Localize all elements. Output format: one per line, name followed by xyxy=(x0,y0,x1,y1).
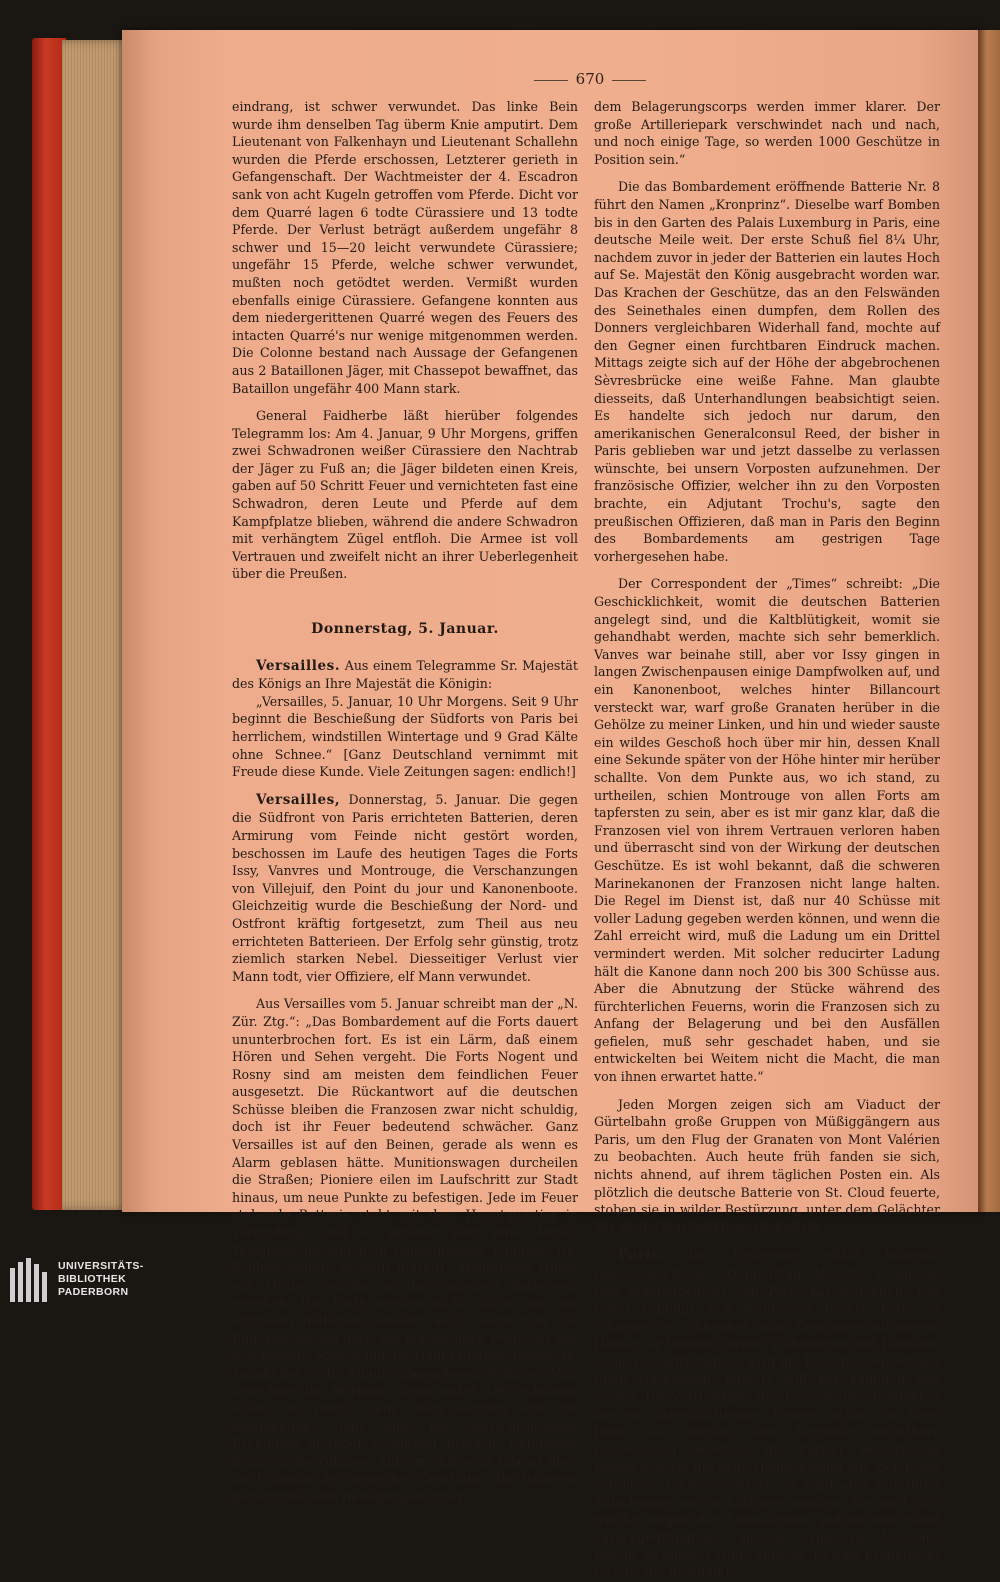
paragraph: Die das Bombardement eröffnende Batterie Nr. 8 führt den Namen „Kronprinz“. Dieselbe warf Bomben bis in den Garten des Palais Luxemburg in Paris, eine deutsche Meile weit. Der erste Schuß fiel 8¼ Uhr, nachdem zuvor in jeder der Batterien ein lautes Hoch auf Se. Majestät den König ausgebracht worden war. Das Krachen der Geschütze, das an den Felswänden des Seinethales einen dumpfen, dem Rollen des Donners vergleichbaren Widerhall fand, mochte auf den Gegner einen furchtbaren Eindruck machen. Mittags zeigte sich auf der Höhe der abgebrochenen Sèvresbrücke eine weiße Fahne. Man glaubte diesseits, daß Unterhandlungen beabsichtigt seien. Es handelte sich jedoch nur darum, den amerikanischen Generalconsul Reed, der bisher in Paris geblieben war und jetzt dasselbe zu verlassen wünschte, bei unsern Vorposten aufzunehmen. Der französische Offizier, welcher ihn zu den Vorposten brachte, ein Adjutant Trochu's, sagte den preußischen Offizieren, daß man in Paris den Beginn des Bombardements am gestrigen Tage vorhergesehen habe. xyxy=(594,179,940,564)
place-name: Versailles. xyxy=(256,657,341,674)
paragraph: Der Correspondent der „Times“ schreibt: „Die Geschicklichkeit, womit die deutschen Batterien angelegt sind, und die Kaltblütigkeit, womit sie gehandhabt werden, machte sich sehr bemerklich. Vanves war beinahe still, aber vor Issy gingen in langen Zwischenpausen einige Dampfwolken auf, und ein Kanonenboot, welches hinter Billancourt versteckt war, warf große Granaten herüber in die Gehölze zu meiner Linken, und hin und wieder sauste ein wildes Geschoß hoch über mir hin, dessen Knall eine Sekunde später von der Höhe hinter mir herüber schallte. Von dem Punkte aus, wo ich stand, zu urtheilen, schien Montrouge von allen Forts am tapfersten zu sein, aber es ist mir ganz klar, daß die Franzosen viel von ihrem Vertrauen verloren haben und überrascht sind von der Wirkung der deutschen Geschütze. Es ist wohl bekannt, daß die schweren Marinekanonen der Franzosen nicht lange halten. Die Regel im Dienst ist, daß nur 40 Schüsse mit voller Ladung gegeben werden können, und wenn die Zahl erreicht wird, muß die Ladung um ein Drittel vermindert werden. Mit solcher reducirter Ladung hält die Kanone dann noch 200 bis 300 Schüsse aus. Aber die Abnutzung der Stücke während des fürchterlichen Feuerns, worin die Franzosen sich zu Anfang der Belagerung und bei den Ausfällen gefielen, muß sehr geschadet haben, und sie entwickelten bei Weitem nicht die Macht, die man von ihnen erwartet hatte.“ xyxy=(594,576,940,1085)
library-logo-text xyxy=(58,1260,144,1299)
paragraph-text: Aus einem Telegramme Sr. Majestät des Königs an Ihre Majestät die Königin: xyxy=(232,657,578,692)
paragraph xyxy=(232,791,578,986)
date-heading: Donnerstag, 5. Januar. xyxy=(311,621,499,638)
place-name: Versailles, xyxy=(256,791,341,808)
paragraph xyxy=(232,657,578,693)
library-logo-icon xyxy=(10,1258,48,1302)
paragraph-text: Die Regierung erläßt folgende Bekanntmachung: „Donnerstag Abends, 5. Januar. Das Bombardement von Paris hat begonnen. Der Feind begnügt sich nicht, auf unsere Forts zu schießen, er schleudert seine Geschosse auf unsere Häuser, er bedroht unsere Wohnungen und Familien. Seine Gewaltthätigkeit wird die Entschlossenheit der Stadt verdoppeln; letztere will nur kämpfen und siegen. Die Vertheidiger der Forts verlieren inmitten des sie überschüttenden Feuers nichts von ihrer Ruhe, sie werden dem Angreifer furchtbare Repressalien bereiten. Die Pariser Bevölkerung nimmt beherzt die neue Heimsuchung auf. Der Feind glaubt sie einzuschüchtern, er wird aber nur ihren Aufschwung um so kräftiger machen. Sie wird sich würdig zeigen der Loire-Armee, welche den Feind zurückgedrängt hat, und der Armee des Nordens, welche zu unserer Hülfe anrückt. Es lebe Frankreich! Es lebe die Republik!“ xyxy=(594,1247,940,1581)
paragraph xyxy=(594,1246,940,1581)
page-number-header xyxy=(520,70,660,88)
paragraph-text: Donnerstag, 5. Januar. Die gegen die Südfront von Paris errichteten Batterien, deren Armirung vom Feinde nicht gestört worden, beschossen im Laufe des heutigen Tages die Forts Issy, Vanvres und Montrouge, die Verschanzungen von Villejuif, den Point du jour und Kanonenboote. Gleichzeitig wurde die Beschießung der Nord- und Ostfront kräftig fortgesetzt, zum Theil aus neu errichteten Batterieen. Der Erfolg sehr günstig, trotz ziemlich starken Nebel. Diesseitiger Verlust vier Mann todt, vier Offiziere, elf Mann verwundet. xyxy=(232,791,578,984)
logo-line: PADERBORN xyxy=(58,1286,129,1298)
left-text-column xyxy=(232,98,578,1506)
paragraph: dem Belagerungscorps werden immer klarer. Der große Artilleriepark verschwindet nach und nach, und noch einige Tage, so werden 1000 Geschütze in Position sein.“ xyxy=(594,99,940,167)
paragraph: Jeden Morgen zeigen sich am Viaduct der Gürtelbahn große Gruppen von Müßiggängern aus Paris, um den Flug der Granaten von Mont Valérien zu beobachten. Auch heute früh fanden sie sich, nichts ahnend, auf ihrem täglichen Posten ein. Als plötzlich die deutsche Batterie von St. Cloud feuerte, stoben sie in wilder Bestürzung, unter dem Gelächter der deutschen Soldaten, rückwärts. xyxy=(594,1096,940,1235)
paragraph: General Faidherbe läßt hierüber folgendes Telegramm los: Am 4. Januar, 9 Uhr Morgens, griffen zwei Schwadronen weißer Cürassiere den Nachtrab der Jäger zu Fuß an; die Jäger bildeten einen Kreis, gaben auf 50 Schritt Feuer und vernichteten fast eine Schwadron, deren Leute und Pferde auf dem Kampfplatze blieben, während die andere Schwadron mit verhängtem Zügel entfloh. Die Armee ist voll Vertrauen und zweifelt nicht an ihrer Ueberlegenheit über die Preußen. xyxy=(232,408,578,582)
book-gutter-edge xyxy=(978,30,1000,1212)
paragraph: eindrang, ist schwer verwundet. Das linke Bein wurde ihm denselben Tag überm Knie amputirt. Dem Lieutenant von Falkenhayn und Lieutenant Schallehn wurden die Pferde erschossen, Letzterer gerieth in Gefangenschaft. Der Wachtmeister der 4. Escadron sank von acht Kugeln getroffen vom Pferde. Dicht vor dem Quarré lagen 6 todte Cürassiere und 13 todte Pferde. Der Verlust beträgt außerdem ungefähr 8 schwer und 15—20 leicht verwundete Cürassiere; ungefähr 15 Pferde, welche schwer verwundet, mußten noch getödtet werden. Vermißt wurden ebenfalls einige Cürassiere. Gefangene konnten aus dem niedergerittenen Quarré wegen des Feuers des intacten Quarré's nur wenige mitgenommen werden. Die Colonne bestand nach Aussage der Gefangenen aus 2 Bataillonen Jäger, mit Chassepot bewaffnet, das Bataillon ungefähr 400 Mann stark. xyxy=(232,99,578,396)
place-name: Paris. xyxy=(618,1247,665,1264)
telegram-quote: „Versailles, 5. Januar, 10 Uhr Morgens. Seit 9 Uhr beginnt die Beschießung der Südforts von Paris bei herrlichem, windstillen Wintertage und 9 Grad Kälte ohne Schnee.“ [Ganz Deutschland vernimmt mit Freude diese Kunde. Viele Zeitungen sagen: endlich!] xyxy=(232,693,578,780)
book-cover-edge xyxy=(32,38,66,1210)
book-page-stack xyxy=(62,40,130,1210)
logo-line: BIBLIOTHEK xyxy=(58,1273,127,1285)
page-number: 670 xyxy=(575,70,605,88)
paragraph: Aus Versailles vom 5. Januar schreibt man der „N. Zür. Ztg.“: „Das Bombardement auf die Forts dauert ununterbrochen fort. Es ist ein Lärm, daß einem Hören und Sehen vergeht. Die Forts Nogent und Rosny sind am meisten dem feindlichen Feuer ausgesetzt. Die Rückantwort auf die deutschen Schüsse bleiben die Franzosen zwar nicht schuldig, doch ist ihr Feuer bedeutend schwächer. Ganz Versailles ist auf den Beinen, gerade als wenn es Alarm geblasen hätte. Munitionswagen durcheilen die Straßen; Pioniere eilen im Laufschritt zur Stadt hinaus, um neue Punkte zu befestigen. Jede im Feuer stehende Batterie steht mit dem Hauptquartier in Verbindung, und es arbeitet dort eine Anzahl Telegraphenbeamten in bombenfesten Räumen. Die Schlußresultate werden markirt, Meldungen laufen ein, Ordres werden an die einzelnen Batterieen gegeben. Die Forts werden nicht allein von den einzelnen Batterien, sondern auch, wenn man das Bild gebrauchen darf, von der hiesigen Präfectur aus beschossen. Man kennt im Hauptquartier genau die Anzahl der in der Minute abgegebenen Schüsse. Man berechnet die Wirkung, denn unter 100 Schüssen sollen 90 Treffer sein; doch könnten erst die kommenden Tage und die fortschreitenden Ereignisse hierüber Gewißheit bringen. Gefangene französische Offiziere äußern sich sehr lobend über die Präzision der deutschen Geschütze. Die früheren geheimnißvollen Bewegungen unter xyxy=(232,996,578,1504)
logo-line: UNIVERSITÄTS- xyxy=(58,1260,144,1272)
right-text-column xyxy=(594,98,940,1582)
header-rule-left xyxy=(534,80,568,81)
library-logo xyxy=(0,1252,170,1308)
header-rule-right xyxy=(612,80,646,81)
